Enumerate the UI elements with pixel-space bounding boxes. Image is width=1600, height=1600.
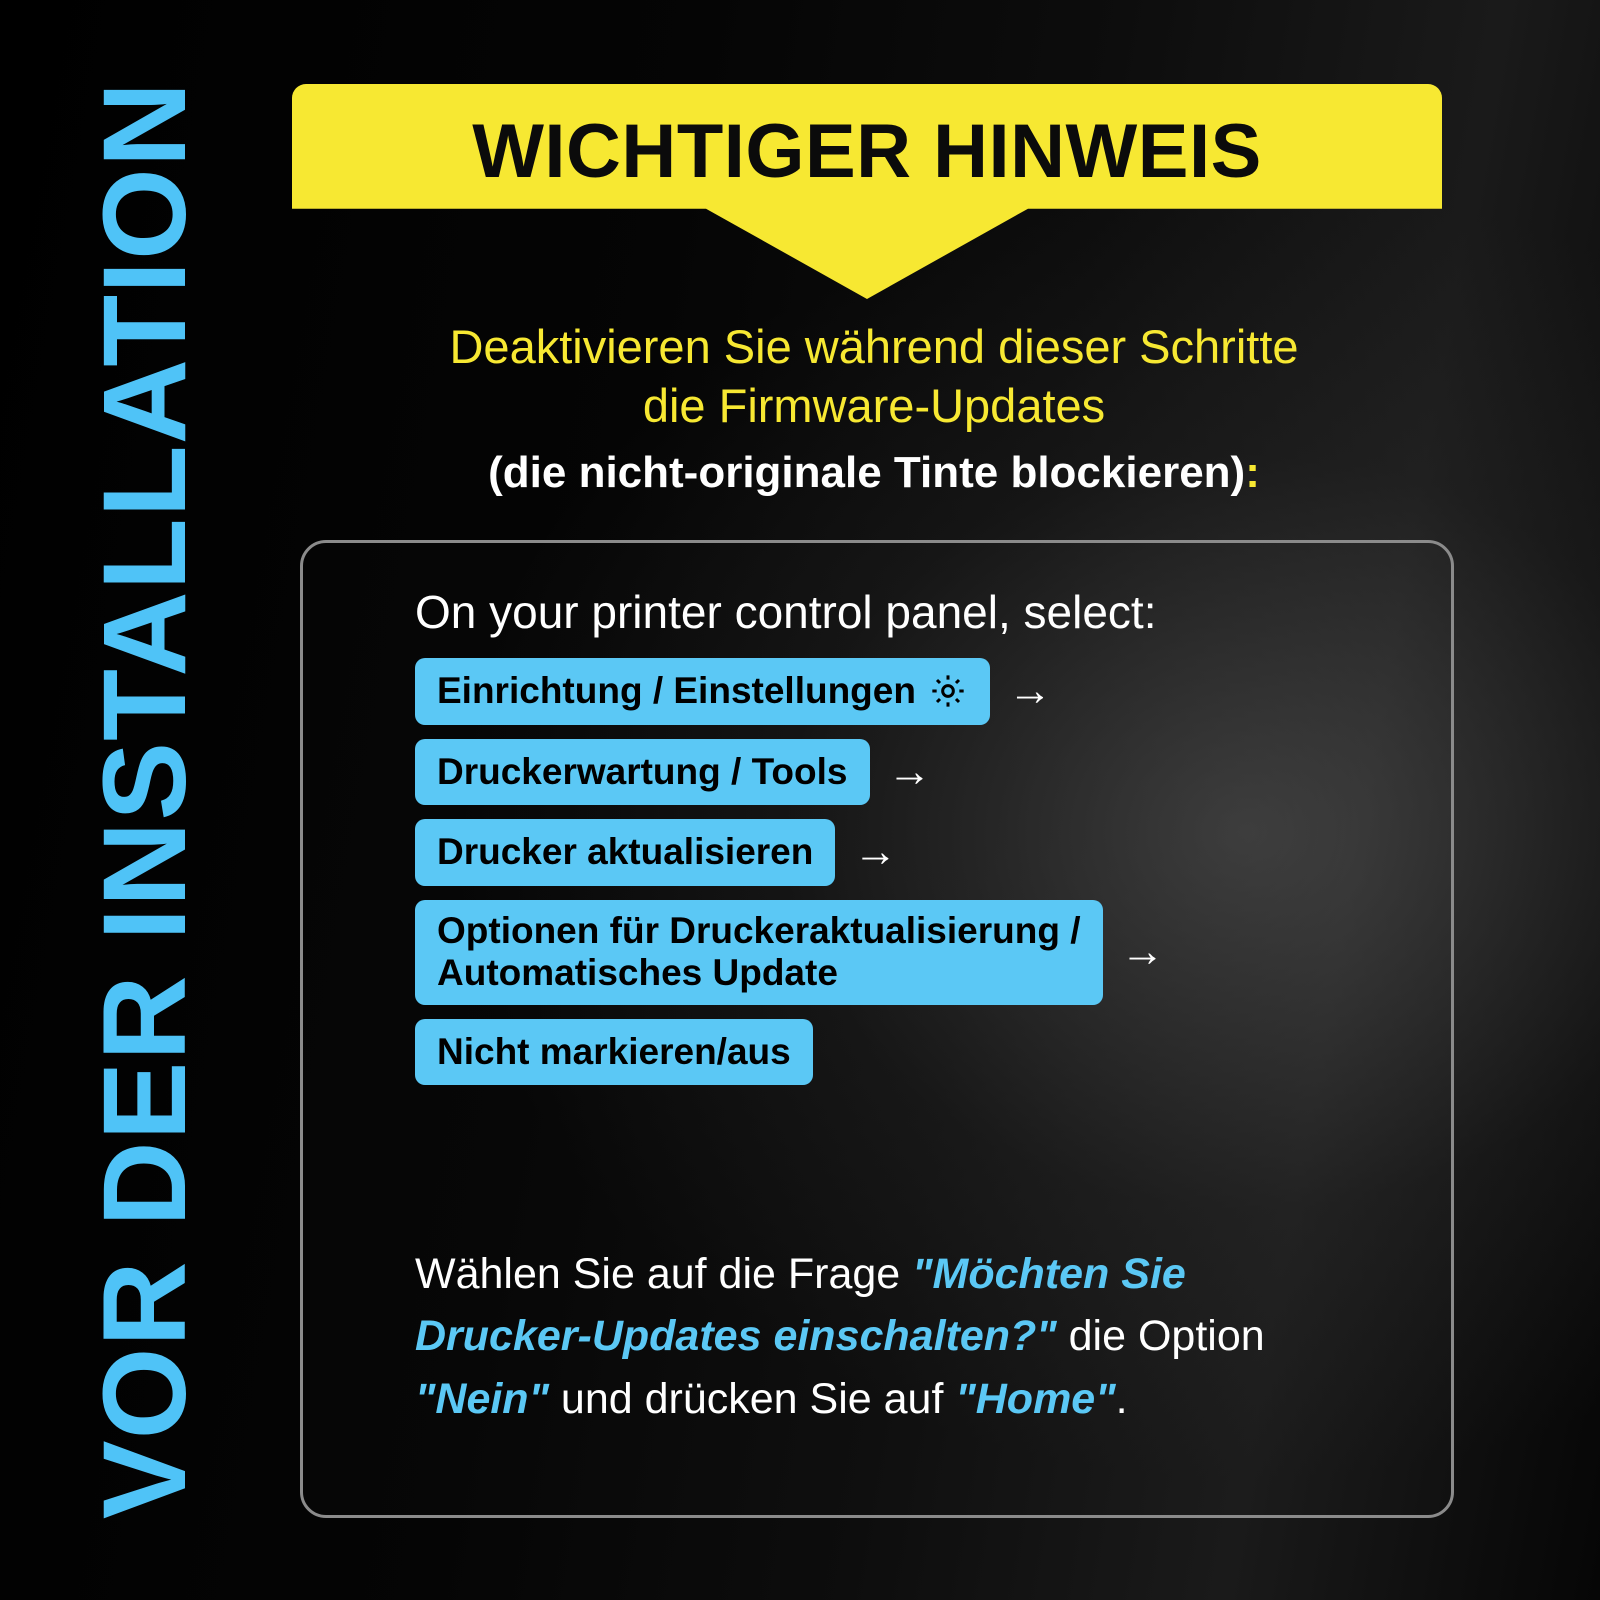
intro-paragraph (300, 318, 1448, 498)
closing-quote-3: "Home" (955, 1374, 1116, 1423)
menu-step-4[interactable] (415, 900, 1395, 1005)
panel-intro-text: On your printer control panel, select: (415, 586, 1157, 638)
menu-chip-update-options-line1: Optionen für Druckeraktualisierung / (437, 909, 1081, 951)
arrow-icon-2: → (887, 746, 932, 796)
menu-step-1[interactable] (415, 658, 1395, 725)
vertical-headline (0, 0, 290, 1600)
menu-step-2[interactable] (415, 739, 1395, 806)
intro-line-3-colon: : (1245, 447, 1260, 497)
menu-step-5[interactable] (415, 1019, 1395, 1086)
menu-chip-update-options-line2: Automatisches Update (437, 952, 838, 994)
important-notice-banner (292, 84, 1442, 299)
menu-chip-update-options[interactable] (415, 900, 1103, 1005)
vertical-headline-text: VOR DER INSTALLATION (79, 80, 211, 1520)
intro-line-2: die Firmware-Updates (642, 378, 1106, 432)
closing-quote-2: "Nein" (415, 1374, 549, 1423)
menu-chip-maintenance[interactable]: Druckerwartung / Tools (415, 739, 870, 806)
closing-part-4: . (1115, 1374, 1128, 1423)
closing-part-3: und drücken Sie auf (548, 1374, 956, 1423)
arrow-icon-3: → (853, 827, 898, 877)
intro-line-1: Deaktivieren Sie während dieser Schritte (449, 320, 1299, 373)
intro-line-3-bold: (die nicht-originale Tinte blockieren) (488, 447, 1246, 497)
closing-part-1: Wählen Sie auf die Frage (415, 1250, 913, 1298)
menu-step-3[interactable] (415, 819, 1395, 886)
arrow-icon-4: → (1120, 927, 1165, 977)
arrow-icon-1: → (1007, 666, 1052, 716)
closing-part-2: die Option (1056, 1312, 1265, 1361)
gear-icon (928, 671, 968, 711)
menu-step-list (415, 658, 1395, 1099)
intro-line-3 (300, 448, 1448, 498)
menu-chip-do-not-mark[interactable]: Nicht markieren/aus (415, 1019, 813, 1086)
banner-title: WICHTIGER HINWEIS (472, 109, 1262, 194)
closing-quote-1: "Möchten Sie Drucker-Updates einschalten?" (415, 1250, 1186, 1361)
menu-chip-settings-label: Einrichtung / Einstellungen (437, 670, 916, 711)
menu-chip-update-printer[interactable]: Drucker aktualisieren (415, 819, 835, 886)
closing-instruction (415, 1243, 1335, 1430)
instruction-panel (300, 540, 1454, 1518)
menu-chip-settings[interactable] (415, 658, 990, 725)
